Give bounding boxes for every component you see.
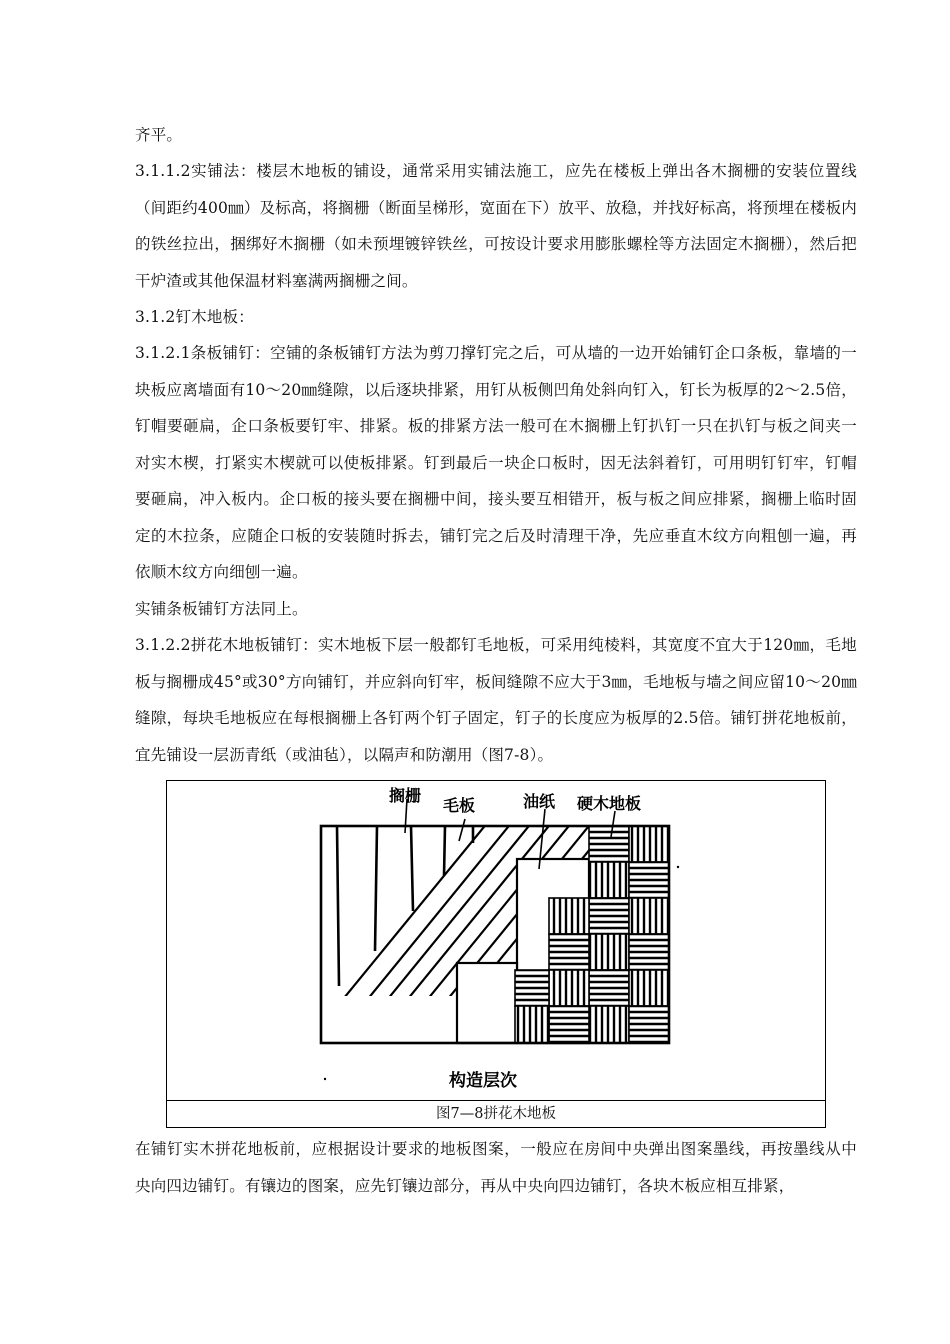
paragraph-parquet-pattern-layout: 在铺钉实木拼花地板前，应根据设计要求的地板图案，一般应在房间中央弹出图案墨线，再按墨线从中央向四边铺钉。有镶边的图案，应先钉镶边部分，再从中央向四边铺钉，各块木板应相互排紧， bbox=[135, 1140, 857, 1195]
label-joist: 搁栅 bbox=[389, 786, 422, 805]
parquet-floor-diagram bbox=[167, 781, 825, 1101]
paragraph-continuation: 齐平。 bbox=[135, 126, 183, 144]
paragraph-solid-strip-same: 实铺条板铺钉方法同上。 bbox=[135, 600, 308, 618]
figure-7-8-frame bbox=[166, 780, 826, 1128]
paragraph-solid-laying-method: 3.1.1.2实铺法：楼层木地板的铺设，通常采用实铺法施工，应先在楼板上弹出各木搁栅的安装位置线（间距约400㎜）及标高，将搁栅（断面呈梯形，宽面在下）放平、放稳，并找好标高，将预埋在楼板内的铁丝拉出，捆绑好木搁栅（如未预埋镀锌铁丝，可按设计要求用膨胀螺栓等方法固定木搁栅），然后把干炉渣或其他保温材料塞满两搁栅之间。 bbox=[135, 162, 857, 290]
figure-caption: 图7—8拼花木地板 bbox=[167, 1100, 825, 1127]
label-oil-paper: 油纸 bbox=[523, 792, 556, 811]
section-heading-nailing-floor: 3.1.2钉木地板： bbox=[135, 308, 254, 326]
label-subfloor: 毛板 bbox=[443, 796, 476, 815]
paragraph-parquet-nailing: 3.1.2.2拼花木地板铺钉：实木地板下层一般都钉毛地板，可采用纯棱料，其宽度不宜大于120㎜，毛地板与搁栅成45°或30°方向铺钉，并应斜向钉牢，板间缝隙不应大于3㎜，毛地板与墙之间应留10～20㎜缝隙，每块毛地板应在每根搁栅上各钉两个钉子固定，钉子的长度应为板厚的2.5倍。铺钉拼花地板前，宜先铺设一层沥青纸（或油毡），以隔声和防潮用（图7-8）。 bbox=[135, 636, 857, 764]
paragraph-strip-board-nailing: 3.1.2.1条板铺钉：空铺的条板铺钉方法为剪刀撑钉完之后，可从墙的一边开始铺钉企口条板，靠墙的一块板应离墙面有10～20㎜缝隙，以后逐块排紧，用钉从板侧凹角处斜向钉入，钉长为板厚的2～2.5倍，钉帽要砸扁，企口条板要钉牢、排紧。板的排紧方法一般可在木搁栅上钉扒钉一只在扒钉与板之间夹一对实木楔，打紧实木楔就可以使板排紧。钉到最后一块企口板时，因无法斜着钉，可用明钉钉牢，钉帽要砸扁，冲入板内。企口板的接头要在搁栅中间，接头要互相错开，板与板之间应排紧，搁栅上临时固定的木拉条，应随企口板的安装随时拆去，铺钉完之后及时清理干净，先应垂直木纹方向粗刨一遍，再依顺木纹方向细刨一遍。 bbox=[135, 344, 857, 581]
label-hardwood: 硬木地板 bbox=[577, 794, 642, 813]
diagram-title: 构造层次 bbox=[449, 1071, 517, 1091]
